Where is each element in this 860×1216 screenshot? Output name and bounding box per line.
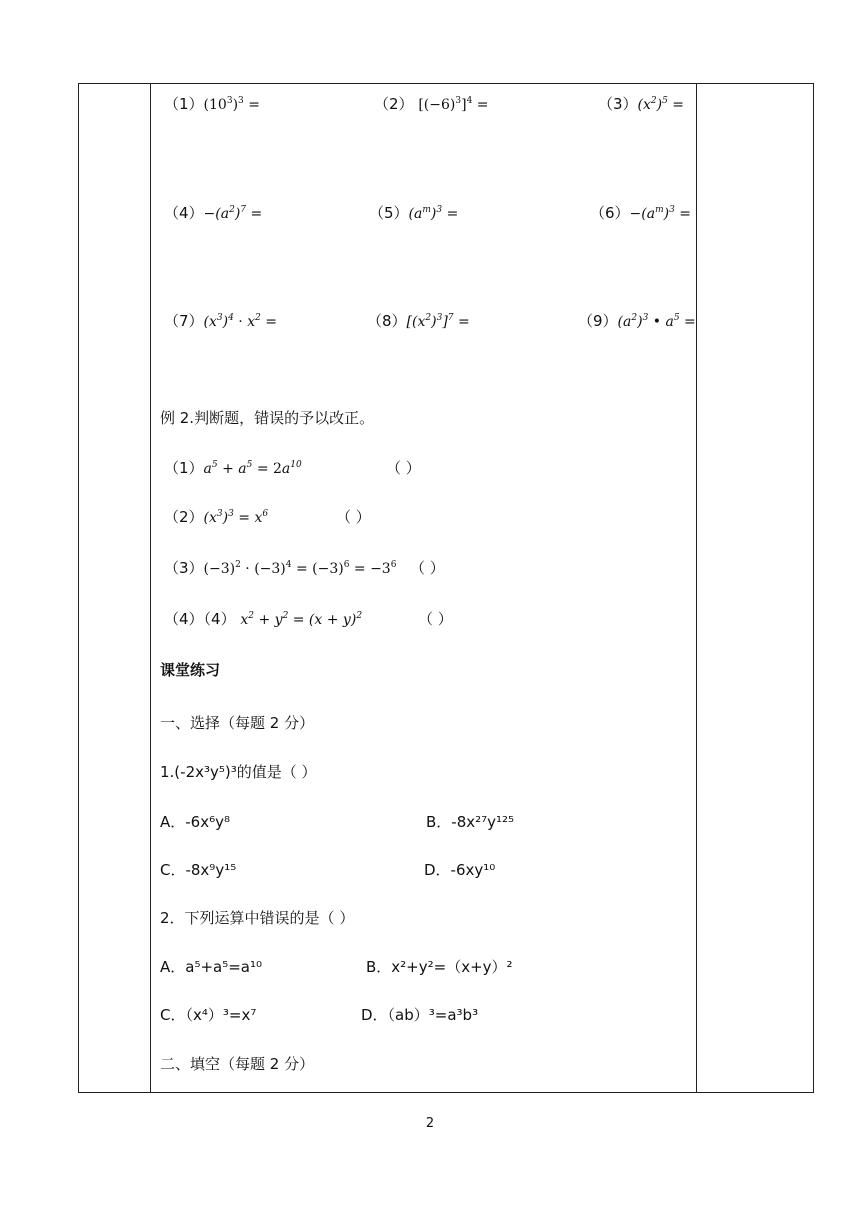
problem-6: $(6)-(a^m)^3$ = [590,204,692,222]
example-2-paren-2: （ ） [336,508,371,526]
lesson-table [78,83,814,1093]
q2-stem: 2．下列运算中错误的是（ ） [160,909,355,927]
q1-option-c: C．-8x⁹y¹⁵ [160,861,237,879]
problem-1: $(1)(10^3)^3$ = [164,95,260,113]
page-number: 2 [425,1116,435,1131]
q2-option-c: C．（x⁴）³=x⁷ [160,1006,257,1024]
q1-option-a: A．-6x⁶y⁸ [160,813,230,831]
example-2-title: 例 2.判断题，错误的予以改正。 [160,409,375,427]
example-2-item-1: $(1)a^5 + a^5 = 2a^{10}$ [164,459,302,477]
practice-title: 课堂练习 [160,661,221,679]
problem-9: $(9)(a^2)^3$ • $a^5$ = [578,312,696,330]
q2-option-b: B．x²+y²=（x+y）² [366,958,513,976]
q1-option-b: B．-8x²⁷y¹²⁵ [426,813,515,831]
q2-option-a: A．a⁵+a⁵=a¹⁰ [160,958,263,976]
table-column-divider-left [150,84,151,1092]
section-2-heading: 二、填空（每题 2 分） [160,1055,315,1073]
table-column-divider-right [696,84,697,1092]
example-2-paren-1: （ ） [386,459,421,477]
section-1-heading: 一、选择（每题 2 分） [160,714,315,732]
example-2-item-2: $(2)(x^3)^3 = x^6$ [164,508,269,526]
problem-7: $(7)(x^3)^4 \cdot x^2$ = [164,312,278,330]
problem-8: $(8)[(x^2)^3]^7$ = [367,312,470,330]
problem-2: （2） $[(-6)^3]^4$ = [374,95,489,113]
problem-5: $(5)(a^m)^3$ = [369,204,459,222]
q2-option-d: D．（ab）³=a³b³ [361,1006,479,1024]
example-2-paren-3: （ ） [410,559,445,577]
q1-option-d: D．-6xy¹⁰ [424,861,496,879]
problem-3: $(3)(x^2)^5$ = [598,95,685,113]
example-2-item-3: $(3)(-3)^2 \cdot (-3)^4 = (-3)^6 = -3^6$ [164,559,397,577]
example-2-paren-4: （ ） [418,610,453,628]
example-2-item-4: （4）（4） $x^2 + y^2 = (x + y)^2$ [164,610,363,628]
problem-4: $(4)-(a^2)^7$ = [164,204,263,222]
q1-stem: 1.(-2x³y⁵)³的值是（ ） [160,763,317,781]
